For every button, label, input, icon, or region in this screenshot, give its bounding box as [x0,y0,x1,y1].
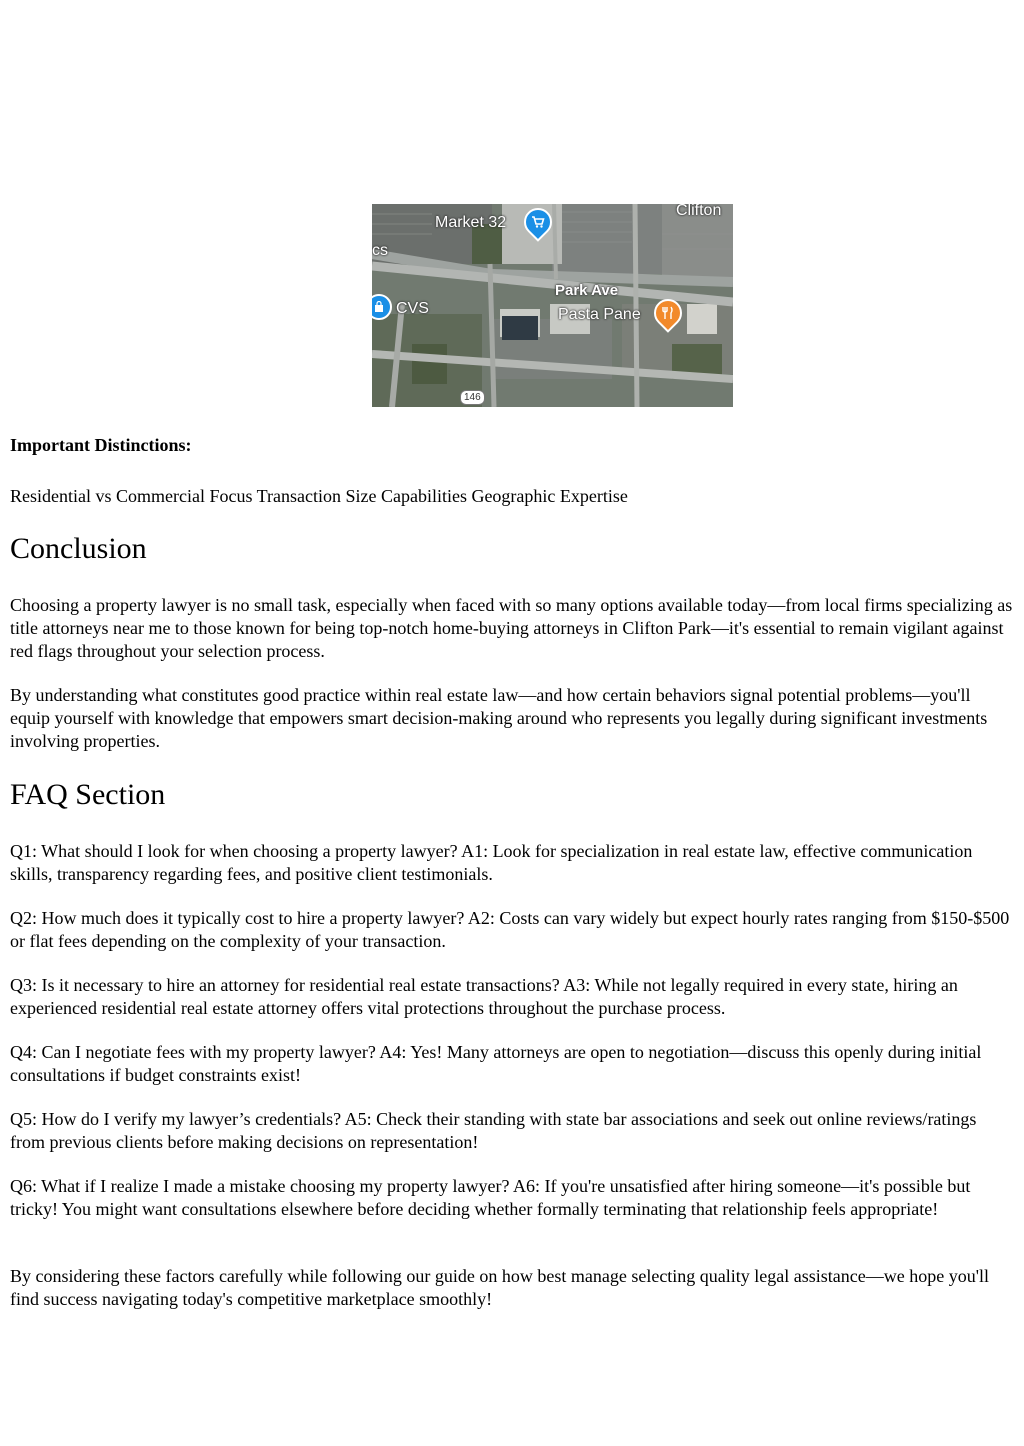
faq-heading: FAQ Section [10,778,166,811]
faq-item-3: Q3: Is it necessary to hire an attorney for residential real estate transactions? A3: While not legally required in every state, hiring an experienced residential real estate attorney offers vital protections throughout the purchase process. [10,975,958,1018]
conclusion-paragraph-1: Choosing a property lawyer is no small task, especially when faced with so many options available today—from local firms specializing as title attorneys near me to those known for being top-notch home-buying attorneys in Clifton Park—it's essential to remain vigilant against red flags throughout your selection process. [10,595,1013,661]
map-label-market-32: Market 32 [435,214,507,231]
map-label-pasta-pane: Pasta Pane [558,306,641,323]
conclusion-paragraph-2: By understanding what constitutes good practice within real estate law—and how certain behaviors signal potential problems—you'll equip yourself with knowledge that empowers smart decision-making around who represents you legally during significant investments involving properties. [10,685,988,751]
map-label-park-ave: Park Ave [555,282,619,299]
distinctions-title: Important Distinctions: [10,435,192,455]
faq-item-4: Q4: Can I negotiate fees with my property lawyer? A4: Yes! Many attorneys are open to negotiation—discuss this openly during initial consultations if budget constraints exist! [10,1042,982,1085]
conclusion-heading: Conclusion [10,532,147,565]
map-label-cvs: CVS [396,300,429,317]
map-label-route-146: 146 [460,390,485,405]
faq-item-6: Q6: What if I realize I made a mistake choosing my property lawyer? A6: If you're unsatisfied after hiring someone—it's possible but tricky! You might want consultations elsewhere before deciding whether formally terminating that relationship feels appropriate! [10,1176,971,1219]
faq-closing-paragraph: By considering these factors carefully while following our guide on how best manage selecting quality legal assistance—we hope you'll find success navigating today's competitive marketplace smoothly! [10,1266,989,1309]
map-label-cs: cs [372,242,388,259]
satellite-map-image [372,204,733,407]
map-label-clifton: Clifton [676,204,722,219]
distinctions-list: Residential vs Commercial Focus Transaction Size Capabilities Geographic Expertise [10,486,628,506]
faq-item-2: Q2: How much does it typically cost to hire a property lawyer? A2: Costs can vary widely but expect hourly rates ranging from $150-$500 or flat fees depending on the complexity of your transaction. [10,908,1010,951]
faq-item-5: Q5: How do I verify my lawyer’s credentials? A5: Check their standing with state bar associations and seek out online reviews/ratings from previous clients before making decisions on representation! [10,1109,977,1152]
faq-item-1: Q1: What should I look for when choosing a property lawyer? A1: Look for specialization in real estate law, effective communication skills, transparency regarding fees, and positive client testimonials. [10,841,973,884]
